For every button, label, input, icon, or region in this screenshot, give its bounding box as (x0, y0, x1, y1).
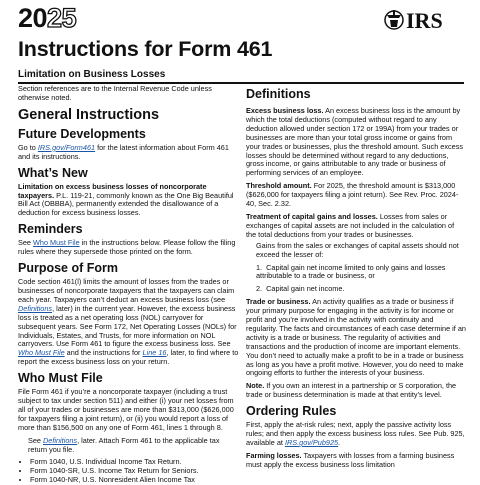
future-developments-text: Go to IRS.gov/Form461 for the latest information about Form 461 and its instructions. (18, 142, 229, 161)
intro-text: Section references are to the Internal Revenue Code unless otherwise noted. (18, 84, 212, 102)
left-column (18, 85, 240, 485)
definitions-link[interactable]: Definitions (18, 303, 53, 313)
ordering-rules-text: First, apply the at-risk rules; next, apply the passive activity loss rules; and then apply the excess business loss rules. See Pub. 925, available at IRS.gov/Pub925. (246, 420, 465, 447)
list-item: 1. Capital gain net income limited to only gains and losses attributable to a trade or business, or (256, 262, 446, 281)
list-item: • Form 1040, U.S. Individual Income Tax Return. (30, 458, 240, 467)
irs-logo (382, 7, 464, 33)
irs-logo-text: IRS (406, 8, 443, 33)
document-subtitle: Limitation on Business Losses (18, 69, 166, 80)
see-definitions-text: See Definitions, later. Attach Form 461 to the applicable tax return you file. (28, 435, 220, 454)
reminders-text: See Who Must File in the instructions below. Please follow the filing rules where they supersede those printed on the form. (18, 238, 236, 257)
gains-text: Gains from the sales or exchanges of capital assets should not exceed the lesser of: (256, 240, 459, 259)
capital-gains-text: Treatment of capital gains and losses. Losses from sales or exchanges of capital assets are not included in the calculation of the total deductions from your trades or businesses. (246, 211, 455, 239)
note-text: Note. If you own an interest in a partnership or S corporation, the trade or business determination is made at that entity’s level. (246, 381, 457, 400)
line16-link[interactable]: Line 16 (142, 348, 167, 358)
who-must-file-link-2[interactable]: Who Must File (18, 348, 65, 358)
ordering-rules-heading: Ordering Rules (246, 404, 337, 419)
list-item: • Form 1040-SR, U.S. Income Tax Return for Seniors. (30, 467, 240, 476)
threshold-amount-text: Threshold amount. For 2025, the threshold amount is $313,000 ($626,000 for taxpayers filing a joint return). See Rev. Proc. 2024-40, Sec. 2.32. (246, 181, 459, 209)
excess-business-loss-text: Excess business loss. An excess business loss is the amount by which the total deductions (computed without regard to any deduction allowed under section 172 or 199A) from your trades or businesses are more than your total gross income or gains from your trades or businesses, plus the threshold amount. Such excess losses should be determined without regard to any deductions, gross income, or gains attributable to any trade or business of performing services of an employee. (246, 106, 463, 178)
document-title: Instructions for Form 461 (18, 37, 273, 61)
right-column (246, 85, 466, 474)
farming-losses-text: Farming losses. Taxpayers with losses from a farming business must apply the excess business loss limitation (246, 450, 455, 469)
list-item: • Form 1040-NR, U.S. Nonresident Alien Income Tax (30, 476, 240, 485)
trade-or-business-text: Trade or business. An activity qualifies as a trade or business if your primary purpose for engaging in the activity is for income or profit and you’re involved in the activity with continuity and regularity. The facts and circumstances of each case determine if an activity is a trade or business. The regularity of activities and transactions and the production of income are important elements. You don’t need to actually make a profit to be in a trade or business as long as you have a profit motive. However, you do need to make ongoing efforts to further the interests of your business. (246, 297, 466, 378)
who-must-file-link[interactable]: Who Must File (33, 238, 80, 248)
who-must-file-text: File Form 461 if you’re a noncorporate taxpayer (including a trust subject to tax under section 511) and either (i) your net losses from all of your trades or businesses are more than $313,000 ($626,000 for taxpayers filing a joint return), or (ii) you would report a loss of more than $156,500 on any one of Form 461, lines 1 through 8. (18, 387, 234, 432)
purpose-text: Code section 461(l) limits the amount of losses from the trades or businesses of noncorporate taxpayers that the taxpayers can claim each year. Taxpayers can’t deduct an excess business loss (see Definitions, later) in the current year. However, the excess business loss is treated as a net operating loss (NOL) carryover for subsequent years. See Form 172, Net Operating Losses (NOLs) for Individuals, Estates, and Trusts, for more information on NOL carryovers. Use Form 461 to figure the excess business loss. See Who Must File and the instructions for Line 16, later, to find where to report the excess business loss on your return. (18, 277, 239, 367)
pub925-link[interactable]: IRS.gov/Pub925 (284, 438, 339, 447)
list-item: 2. Capital gain net income. (256, 284, 345, 294)
who-must-file-heading: Who Must File (18, 371, 103, 386)
return-list (18, 458, 240, 485)
whats-new-text: Limitation on excess business losses of noncorporate taxpayers. P.L. 119-21, commonly known as the One Big Beautiful Bill Act (OBBBA), permanently extended the disallowance of a deduction for excess business losses. (18, 181, 234, 218)
definitions-heading: Definitions (246, 87, 311, 101)
form461-link[interactable]: IRS.gov/Form461 (37, 142, 96, 152)
future-developments-heading: Future Developments (18, 126, 146, 141)
definitions-link-2[interactable]: Definitions (43, 435, 78, 445)
purpose-heading: Purpose of Form (18, 261, 119, 276)
form-year: 2025 (18, 3, 77, 33)
general-instructions-heading: General Instructions (18, 106, 160, 123)
whats-new-heading: What’s New (18, 165, 88, 180)
reminders-heading: Reminders (18, 222, 83, 237)
